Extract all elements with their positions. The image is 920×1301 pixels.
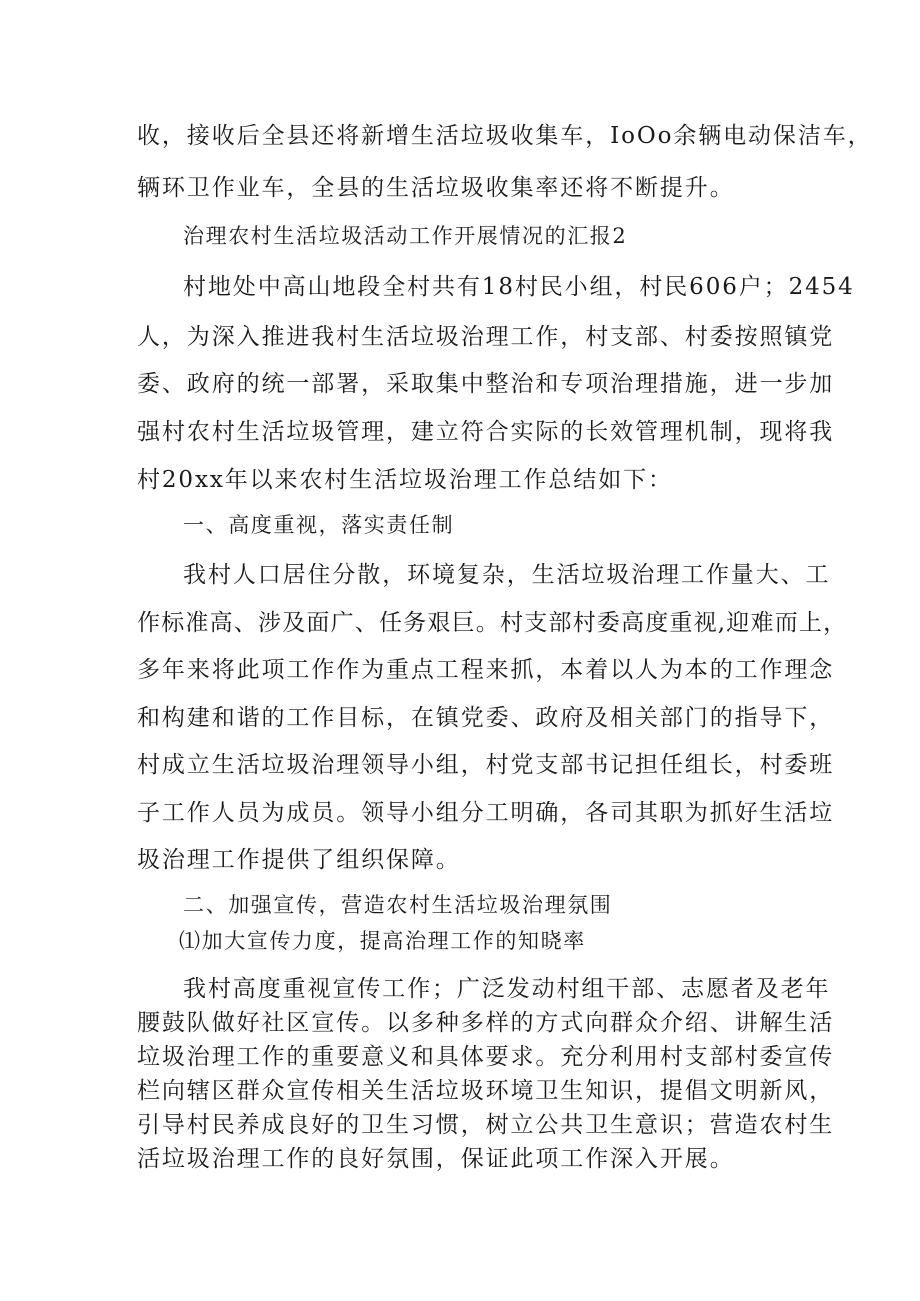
text-line: 和构建和谐的工作目标，在镇党委、政府及相关部门的指导下， bbox=[137, 705, 835, 731]
text-line: 腰鼓队做好社区宣传。以多种多样的方式向群众介绍、讲解生活 bbox=[137, 1010, 835, 1036]
text-line: 栏向辖区群众宣传相关生活垃圾环境卫生知识，提倡文明新风， bbox=[137, 1078, 835, 1104]
text-line: 多年来将此项工作作为重点工程来抓，本着以人为本的工作理念 bbox=[137, 657, 835, 683]
section-title: 治理农村生活垃圾活动工作开展情况的汇报2 bbox=[183, 224, 628, 248]
section-heading-1: 一、高度重视，落实责任制 bbox=[183, 513, 455, 537]
paragraph-first-line: 村地处中高山地段全村共有18村民小组，村民606户；2454 bbox=[183, 274, 855, 300]
text-line: 强村农村生活垃圾管理，建立符合实际的长效管理机制，现将我 bbox=[137, 419, 835, 445]
text-line: 作标准高、涉及面广、任务艰巨。村支部村委高度重视,迎难而上， bbox=[137, 610, 848, 636]
text-line: 垃圾治理工作的重要意义和具体要求。充分利用村支部村委宣传 bbox=[137, 1044, 835, 1070]
text-line: 引导村民养成良好的卫生习惯，树立公共卫生意识；营造农村生 bbox=[137, 1112, 835, 1138]
paragraph-first-line: 我村高度重视宣传工作；广泛发动村组干部、志愿者及老年 bbox=[183, 976, 831, 1002]
subsection-heading: ⑴加大宣传力度，提高治理工作的知晓率 bbox=[179, 929, 586, 953]
text-line: 村成立生活垃圾治理领导小组，村党支部书记担任组长，村委班 bbox=[137, 752, 835, 778]
paragraph-first-line: 我村人口居住分散，环境复杂，生活垃圾治理工作量大、工 bbox=[183, 562, 831, 588]
text-line: 辆环卫作业车，全县的生活垃圾收集率还将不断提升。 bbox=[137, 175, 735, 201]
text-line: 委、政府的统一部署，采取集中整治和专项治理措施，进一步加 bbox=[137, 371, 835, 397]
section-heading-2: 二、加强宣传，营造农村生活垃圾治理氛围 bbox=[183, 893, 613, 917]
text-line: 活垃圾治理工作的良好氛围，保证此项工作深入开展。 bbox=[137, 1146, 735, 1172]
text-line: 收，接收后全县还将新增生活垃圾收集车，IoOo余辆电动保洁车， bbox=[137, 123, 873, 149]
text-line: 村20xx年以来农村生活垃圾治理工作总结如下： bbox=[137, 467, 673, 493]
text-line: 人，为深入推进我村生活垃圾治理工作，村支部、村委按照镇党 bbox=[137, 324, 835, 350]
text-line: 圾治理工作提供了组织保障。 bbox=[137, 847, 461, 873]
text-line: 子工作人员为成员。领导小组分工明确，各司其职为抓好生活垃 bbox=[137, 800, 835, 826]
